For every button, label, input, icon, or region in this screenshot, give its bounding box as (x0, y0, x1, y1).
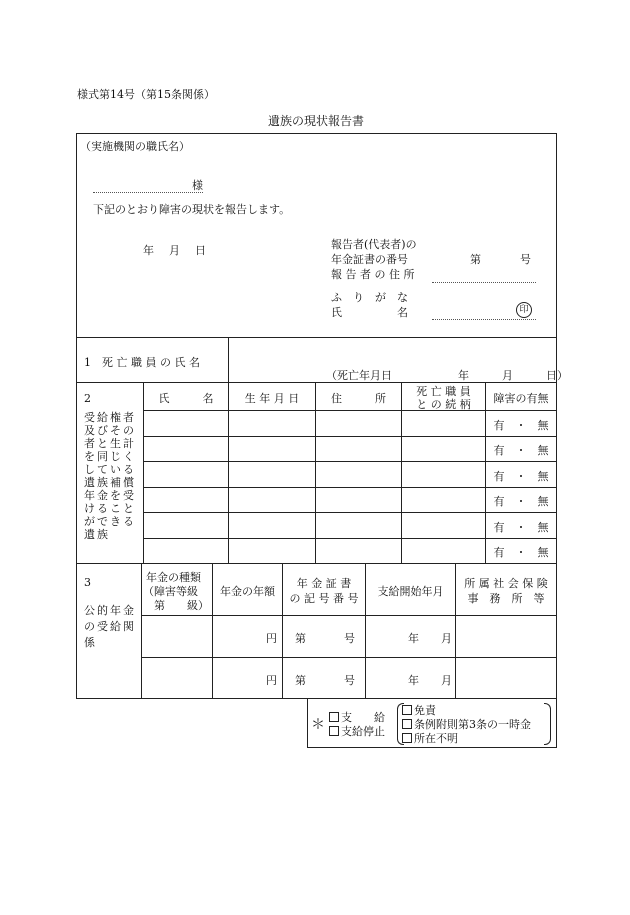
col-type-header-1: 年金の種類 (146, 571, 201, 584)
section2-row-line (143, 461, 556, 462)
pension-label-2: 年金証書の番号 (331, 253, 408, 266)
unknown-whereabouts-option[interactable] (402, 730, 458, 746)
section2-row-line (143, 538, 556, 539)
seal-mark: 印 (516, 302, 532, 318)
section2-label-line: 年金を受 (84, 489, 136, 502)
section3-label-line: 公的年金 (84, 604, 136, 617)
checkbox-icon[interactable] (402, 705, 412, 715)
furigana-label: ふ り が な (331, 291, 408, 304)
section3-number: 3 (84, 576, 91, 589)
form-number: 様式第14号（第15条関係） (77, 88, 215, 101)
col-start-header: 支給開始年月 (377, 585, 444, 598)
address-line[interactable] (432, 282, 536, 283)
col-birth-header: 生 年 月 日 (244, 392, 300, 405)
section2-label-line: けること (84, 502, 136, 515)
section2-row-line (143, 487, 556, 488)
section2-row-line (143, 512, 556, 513)
section2-number: 2 (84, 392, 91, 405)
checkbox-icon[interactable] (402, 719, 412, 729)
col-disability-header: 障害の有無 (493, 392, 549, 405)
name-line[interactable] (432, 319, 536, 320)
page-title: 遺族の現状報告書 (268, 114, 365, 128)
yen-label: 円 (266, 632, 277, 645)
addressee-line[interactable] (93, 192, 203, 193)
checkbox-icon[interactable] (402, 733, 412, 743)
section2-label-line: ができる (84, 515, 136, 528)
section3-header-line (141, 615, 556, 616)
pension-label-1: 報告者(代表者)の (331, 238, 417, 251)
sama-label: 様 (192, 179, 203, 192)
report-header-box (76, 133, 557, 338)
stop-label: 支給停止 (341, 725, 385, 738)
yen-label: 円 (266, 674, 277, 687)
stop-option[interactable] (329, 723, 385, 739)
section2-label-line: 者と生計 (84, 437, 136, 450)
section2-label-line: を同じく (84, 450, 136, 463)
death-date: （死亡年月日 年 月 日） (326, 369, 568, 382)
year-month-label: 年 月 (408, 674, 452, 687)
section2-row-line (143, 436, 556, 437)
disability-choice[interactable]: 有 ・ 無 (493, 546, 549, 559)
section2-label-line: している (84, 463, 136, 476)
col-cert-header-2: の 記 号 番 号 (289, 592, 359, 605)
pay-label: 支 給 (341, 711, 385, 724)
checkbox-icon[interactable] (329, 726, 339, 736)
col-cert-header-1: 年 金 証 書 (296, 577, 352, 590)
col-amount-header: 年金の年額 (220, 585, 275, 598)
report-date[interactable]: 年 月 日 (143, 244, 208, 257)
section2-label-line: 受給権者 (84, 411, 136, 424)
dai-label: 第 (295, 674, 306, 687)
disability-choice[interactable]: 有 ・ 無 (493, 521, 549, 534)
col-office-header-2: 事 務 所 等 (467, 592, 545, 605)
dai-label: 第 (295, 632, 306, 645)
pension-no-suffix: 号 (520, 253, 531, 266)
section1-divider (228, 337, 229, 383)
col-relation-header-2: と の 続 柄 (416, 398, 471, 411)
section2-header-line (143, 410, 556, 411)
section3-col1 (141, 563, 142, 699)
section3-label-line: 係 (84, 636, 97, 649)
lump-sum-label: 条例附則第3条の一時金 (414, 718, 531, 731)
address-label: 報 告 者 の 住 所 (331, 268, 415, 281)
col-office-header-1: 所 属 社 会 保 険 (464, 577, 548, 590)
org-label: （実施機関の職氏名） (80, 140, 190, 153)
section2-label-line: 遺族 (84, 528, 110, 541)
section3-label-line: の受給関 (84, 620, 136, 633)
col-relation-header-1: 死 亡 職 員 (416, 385, 471, 398)
col-name-header: 氏 名 (158, 392, 214, 405)
section3-row-line (141, 657, 556, 658)
asterisk-mark: ＊ (311, 717, 325, 733)
col-address-header: 住 所 (331, 392, 386, 405)
checkbox-icon[interactable] (329, 712, 339, 722)
exempt-label: 免責 (414, 704, 436, 717)
year-month-label: 年 月 (408, 632, 452, 645)
go-label: 号 (344, 632, 355, 645)
right-bracket (544, 703, 551, 745)
disability-choice[interactable]: 有 ・ 無 (493, 495, 549, 508)
section2-label-line: 遺族補償 (84, 476, 136, 489)
disability-choice[interactable]: 有 ・ 無 (493, 419, 549, 432)
disability-choice[interactable]: 有 ・ 無 (493, 470, 549, 483)
name-label: 氏 名 (331, 306, 408, 319)
col-type-header-2: （障害等級 (143, 585, 198, 598)
section2-label-line: 及びその (84, 424, 136, 437)
unknown-whereabouts-label: 所在不明 (414, 732, 458, 745)
intro-text: 下記のとおり障害の現状を報告します。 (93, 203, 291, 216)
section1-label: 1 死 亡 職 員 の 氏 名 (84, 356, 200, 369)
pension-no-prefix: 第 (470, 253, 481, 266)
disability-choice[interactable]: 有 ・ 無 (493, 444, 549, 457)
go-label: 号 (344, 674, 355, 687)
col-type-header-3: 第 級） (143, 599, 209, 612)
